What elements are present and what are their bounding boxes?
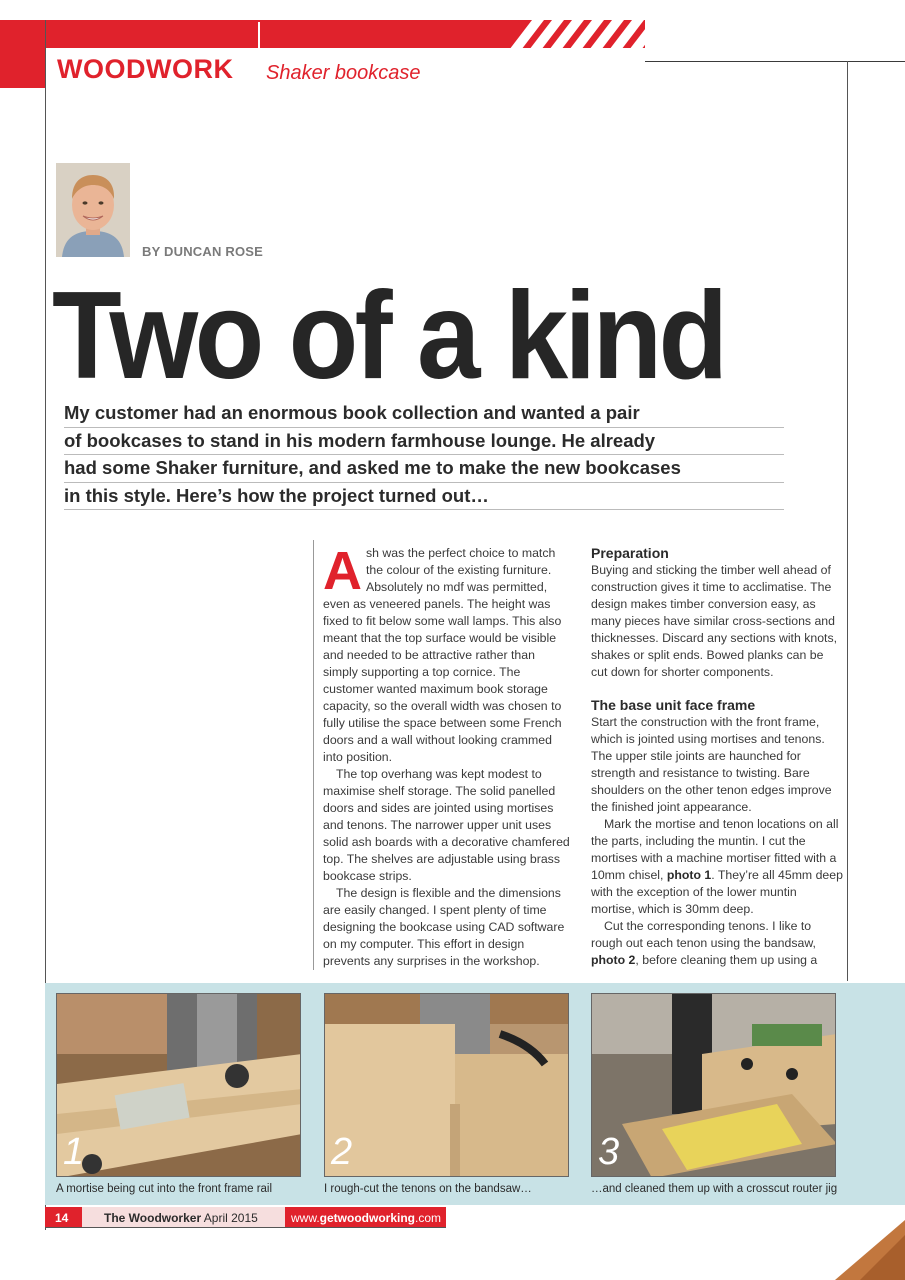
magazine-info bbox=[82, 1207, 285, 1227]
header-separator bbox=[258, 22, 260, 82]
photo-number: 2 bbox=[331, 1131, 353, 1173]
photo-caption: A mortise being cut into the front frame rail bbox=[56, 1183, 273, 1195]
paragraph-text: sh was the perfect choice to match the colour of the existing furniture. Absolutely no mdf was permitted, even as veneered panels. The height was fixed to fit below some wall lamps. This also meant that the top surface would be visible and needed to be attractive rather than simply supporting a top cornice. The customer wanted maximum book storage capacity, so the overall width was chosen to fully utilise the space between some French doors and a wall without looking crammed into position. bbox=[323, 546, 562, 764]
photo-mortiser bbox=[56, 993, 301, 1177]
standfirst-line: in this style. Here’s how the project turned out… bbox=[64, 483, 784, 511]
footer-rule bbox=[45, 1227, 446, 1228]
photo-reference: photo 2 bbox=[591, 953, 636, 967]
body-column-1 bbox=[323, 541, 571, 970]
page-title: Two of a kind bbox=[52, 267, 725, 405]
page-number: 14 bbox=[45, 1207, 82, 1227]
paragraph bbox=[591, 816, 843, 918]
standfirst-line: My customer had an enormous book collection and wanted a pair bbox=[64, 400, 784, 428]
paragraph-text: , before cleaning them up using a bbox=[635, 953, 818, 967]
paragraph: Buying and sticking the timber well ahead of construction gives it time to acclimatise. The design makes timber conversion easy, as many pieces have similar cross-sections and thicknesses. Discard any sections with knots, shakes or split ends. Bowed planks can be cut down for shorter components. bbox=[591, 563, 838, 679]
standfirst bbox=[64, 400, 784, 510]
paragraph-text: Mark the mortise and tenon locations on all the parts, including the muntin. I cut the mortises with a machine mortiser fitted with a 10mm chisel, bbox=[591, 817, 839, 882]
section-title: WOODWORK bbox=[57, 54, 234, 84]
photo-caption: I rough-cut the tenons on the bandsaw… bbox=[324, 1183, 532, 1195]
author-byline: BY DUNCAN ROSE bbox=[142, 244, 264, 259]
website-prefix: www. bbox=[291, 1211, 320, 1225]
paragraph: Start the construction with the front frame, which is jointed using mortises and tenons. The upper stile joints are haunched for strength and resistance to twisting. Bare shoulders on the other tenon edges improve the finished joint appearance. bbox=[591, 715, 832, 814]
paragraph bbox=[323, 541, 571, 766]
paragraph bbox=[591, 918, 843, 969]
standfirst-line: had some Shaker furniture, and asked me to make the new bookcases bbox=[64, 455, 784, 483]
section-subtitle: Shaker bookcase bbox=[266, 62, 421, 84]
paragraph-text: Cut the corresponding tenons. I like to rough out each tenon using the bandsaw, bbox=[591, 919, 816, 950]
subheading: Preparation bbox=[591, 545, 669, 561]
photo-reference: photo 1 bbox=[666, 868, 712, 882]
body-column-2 bbox=[591, 545, 843, 969]
paragraph-text: . They’re all 45mm deep with the exception of the lower muntin mortise, which is 30mm deep. bbox=[591, 868, 843, 916]
photo-router-jig bbox=[591, 993, 836, 1177]
website-domain: getwoodworking bbox=[319, 1211, 415, 1225]
photo-number: 3 bbox=[598, 1131, 620, 1173]
photo-bandsaw bbox=[324, 993, 569, 1177]
page-frame-right bbox=[847, 61, 848, 981]
header-stripes bbox=[480, 20, 680, 88]
magazine-name: The Woodworker bbox=[104, 1211, 202, 1225]
column-rule bbox=[313, 540, 314, 970]
website-suffix: .com bbox=[415, 1211, 442, 1225]
magazine-issue: April 2015 bbox=[203, 1211, 258, 1225]
paragraph: The top overhang was kept modest to maximise shelf storage. The solid panelled doors and sides are jointed using mortises and tenons. The narrower upper unit uses solid ash boards with a decorative chamfered top. The shelves are adjustable using brass bookcase strips. bbox=[323, 767, 570, 883]
author-avatar bbox=[56, 163, 130, 257]
photo-number: 1 bbox=[63, 1131, 85, 1173]
header-rule bbox=[645, 61, 905, 62]
paragraph: The design is flexible and the dimensions are easily changed. I spent plenty of time designing the bookcase using CAD software on my computer. This effort in design prevents any surprises in the workshop. bbox=[323, 886, 565, 968]
standfirst-line: of bookcases to stand in his modern farmhouse lounge. He already bbox=[64, 428, 784, 456]
subheading: The base unit face frame bbox=[591, 697, 756, 713]
photo-caption: …and cleaned them up with a crosscut router jig bbox=[591, 1183, 838, 1195]
website-link[interactable] bbox=[285, 1207, 446, 1227]
page-corner-wood bbox=[815, 1210, 905, 1280]
drop-cap: A bbox=[323, 541, 362, 601]
